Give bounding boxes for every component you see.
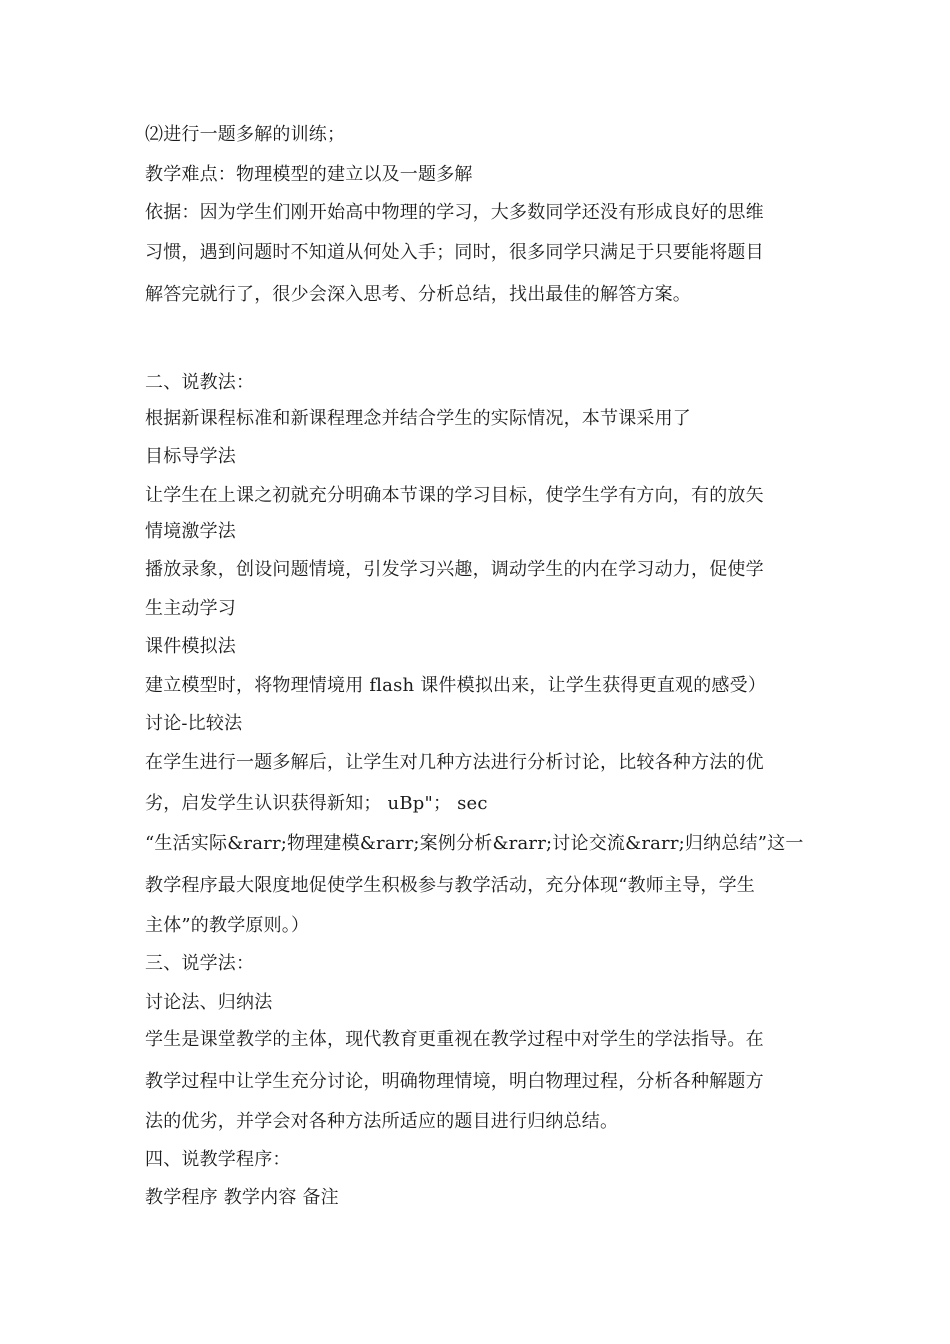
text-line-1: ⑵进行一题多解的训练； (145, 124, 346, 145)
text-line-25: 法的优劣，并学会对各种方法所适应的题目进行归纳总结。 (145, 1111, 619, 1132)
text-line-5: 解答完就行了，很少会深入思考、分析总结，找出最佳的解答方案。 (145, 284, 691, 305)
text-line-22: 讨论法、归纳法 (145, 992, 273, 1013)
method-title-discussion: 讨论-比较法 (145, 713, 243, 734)
section-heading-learning-methods: 三、说学法： (145, 953, 255, 974)
text-line-19: 教学程序最大限度地促使学生积极参与教学活动，充分体现“教师主导，学生 (145, 875, 755, 896)
text-line-12: 生主动学习 (145, 598, 236, 619)
text-line-17: 劣，启发学生认识获得新知； uBp"； sec (145, 793, 488, 814)
text-line-9: 让学生在上课之初就充分明确本节课的学习目标，使学生学有方向，有的放矢 (145, 485, 764, 506)
text-line-20: 主体”的教学原则。） (145, 915, 310, 936)
text-line-2: 教学难点：物理模型的建立以及一题多解 (145, 164, 473, 185)
table-header-line: 教学程序 教学内容 备注 (145, 1187, 339, 1208)
text-line-18: “生活实际&rarr;物理建模&rarr;案例分析&rarr;讨论交流&rarr;归纳总结”这一 (145, 833, 804, 854)
text-line-24: 教学过程中让学生充分讨论，明确物理情境，明白物理过程，分析各种解题方 (145, 1071, 764, 1092)
text-line-3: 依据：因为学生们刚开始高中物理的学习，大多数同学还没有形成良好的思维 (145, 202, 764, 223)
method-title-goal-guided: 目标导学法 (145, 446, 236, 467)
text-line-16: 在学生进行一题多解后，让学生对几种方法进行分析讨论，比较各种方法的优 (145, 752, 764, 773)
text-line-23: 学生是课堂教学的主体，现代教育更重视在教学过程中对学生的学法指导。在 (145, 1029, 764, 1050)
text-line-14: 建立模型时，将物理情境用 flash 课件模拟出来，让学生获得更直观的感受） (145, 675, 767, 696)
method-title-situational: 情境激学法 (145, 521, 236, 542)
method-title-courseware: 课件模拟法 (145, 636, 236, 657)
section-heading-teaching-procedure: 四、说教学程序： (145, 1149, 291, 1170)
text-line-11: 播放录象，创设问题情境，引发学习兴趣，调动学生的内在学习动力，促使学 (145, 559, 764, 580)
text-line-4: 习惯，遇到问题时不知道从何处入手；同时，很多同学只满足于只要能将题目 (145, 242, 764, 263)
text-line-7: 根据新课程标准和新课程理念并结合学生的实际情况，本节课采用了 (145, 408, 691, 429)
section-heading-teaching-methods: 二、说教法： (145, 372, 255, 393)
